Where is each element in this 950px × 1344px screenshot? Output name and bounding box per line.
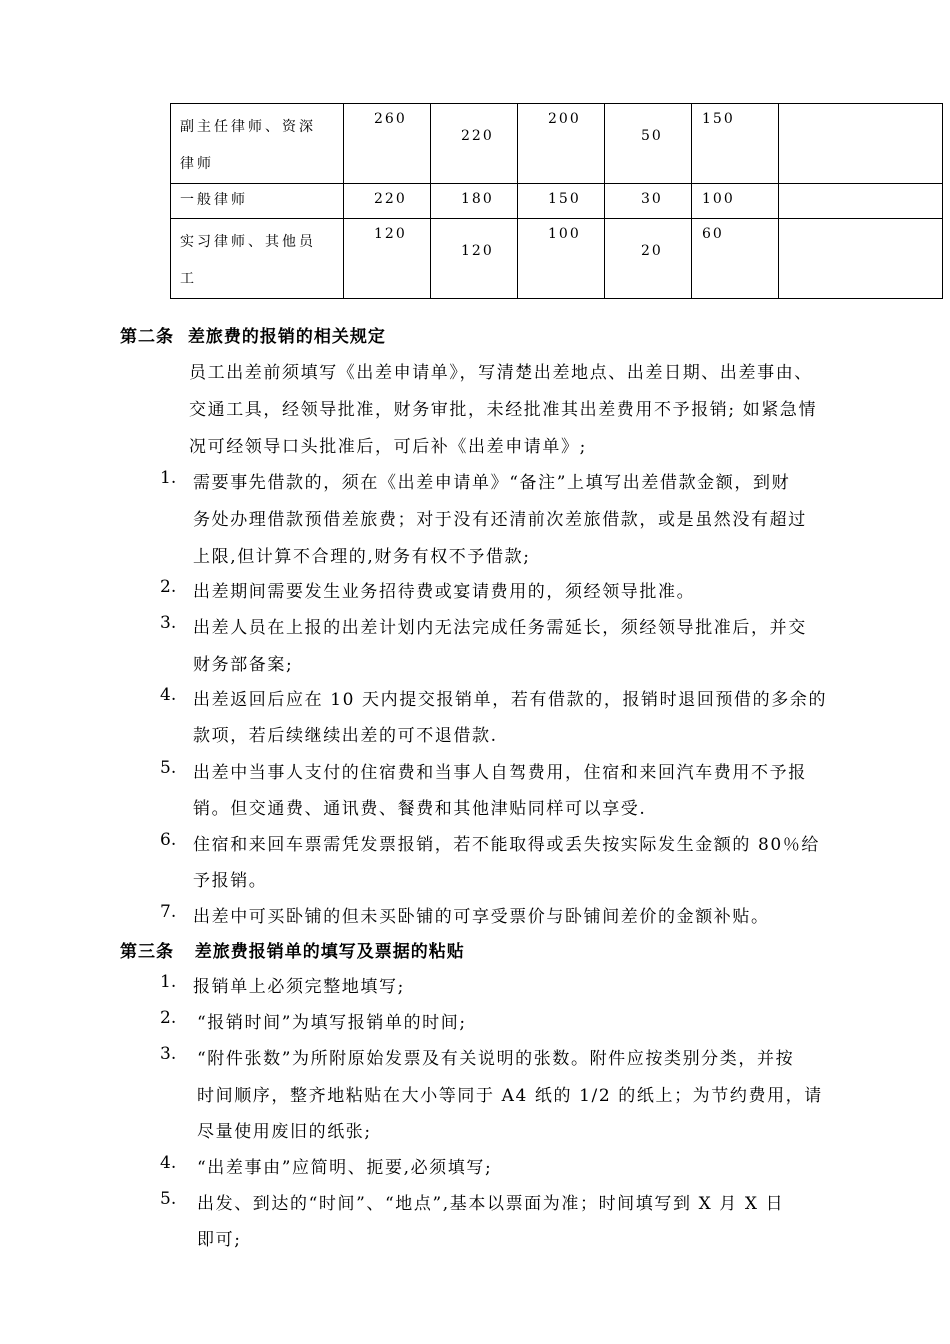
table-row (171, 104, 943, 184)
table-cell-name: 副主任律师、资深 律师 (171, 104, 344, 184)
item-number: 3. (160, 1044, 177, 1064)
table-cell-empty (779, 104, 943, 184)
item-line: 即可; (197, 1230, 242, 1250)
item-number: 6. (160, 830, 177, 850)
table-cell: 120 (344, 219, 431, 299)
table-cell: 200 (518, 104, 605, 184)
table-cell-empty (779, 219, 943, 299)
table-cell: 220 (431, 104, 518, 184)
table-cell: 20 (605, 219, 692, 299)
item-number: 3. (160, 613, 177, 633)
item-line: 上限,但计算不合理的,财务有权不予借款; (193, 547, 531, 567)
item-number: 4. (160, 685, 177, 705)
item-line: 出差返回后应在 10 天内提交报销单，若有借款的，报销时退回预借的多余的 (193, 690, 828, 710)
item-line: 尽量使用废旧的纸张; (197, 1122, 372, 1142)
item-line: 出发、到达的“时间”、“地点”,基本以票面为准；时间填写到 X 月 X 日 (197, 1194, 785, 1214)
paragraph-line: 员工出差前须填写《出差申请单》，写清楚出差地点、出差日期、出差事由、 (189, 363, 813, 383)
item-line: 销。但交通费、通讯费、餐费和其他津贴同样可以享受. (193, 799, 647, 819)
item-line: 需要事先借款的，须在《出差申请单》“备注”上填写出差借款金额，到财 (193, 473, 791, 493)
table-row (171, 219, 943, 299)
table-cell: 220 (344, 184, 431, 219)
table-cell: 100 (518, 219, 605, 299)
item-line: “出差事由”应简明、扼要,必须填写; (197, 1158, 493, 1178)
rates-table (170, 103, 943, 299)
section-heading: 第二条 差旅费的报销的相关规定 (120, 327, 386, 347)
item-line: 款项，若后续继续出差的可不退借款. (193, 726, 498, 746)
paragraph-line: 交通工具，经领导批准，财务审批，未经批准其出差费用不予报销; 如紧急情 (189, 400, 818, 420)
item-line: 出差中当事人支付的住宿费和当事人自驾费用，住宿和来回汽车费用不予报 (193, 763, 807, 783)
item-number: 2. (160, 1008, 177, 1028)
item-number: 4. (160, 1153, 177, 1173)
table-row (171, 184, 943, 219)
item-line: 财务部备案; (193, 655, 294, 675)
item-number: 1. (160, 468, 177, 488)
table-cell: 260 (344, 104, 431, 184)
item-line: “报销时间”为填写报销单的时间; (197, 1013, 467, 1033)
table-cell-name: 实习律师、其他员 工 (171, 219, 344, 299)
item-number: 5. (160, 758, 177, 778)
item-line: 出差期间需要发生业务招待费或宴请费用的，须经领导批准。 (193, 582, 696, 602)
item-number: 1. (160, 972, 177, 992)
item-line: “附件张数”为所附原始发票及有关说明的张数。附件应按类别分类，并按 (197, 1049, 795, 1069)
item-line: 出差中可买卧铺的但未买卧铺的可享受票价与卧铺间差价的金额补贴。 (193, 907, 770, 927)
item-line: 住宿和来回车票需凭发票报销，若不能取得或丢失按实际发生金额的 80％给 (193, 835, 821, 855)
table-cell: 150 (692, 104, 779, 184)
table-cell: 100 (692, 184, 779, 219)
item-line: 出差人员在上报的出差计划内无法完成任务需延长，须经领导批准后，并交 (193, 618, 807, 638)
paragraph-line: 况可经领导口头批准后，可后补《出差申请单》; (189, 437, 587, 457)
table-cell: 50 (605, 104, 692, 184)
item-number: 7. (160, 902, 177, 922)
item-line: 务处办理借款预借差旅费；对于没有还清前次差旅借款，或是虽然没有超过 (193, 510, 807, 530)
item-line: 报销单上必须完整地填写; (193, 977, 405, 997)
table-cell-empty (779, 184, 943, 219)
table-cell: 30 (605, 184, 692, 219)
table-cell: 180 (431, 184, 518, 219)
table-cell: 120 (431, 219, 518, 299)
table-cell: 60 (692, 219, 779, 299)
item-number: 2. (160, 577, 177, 597)
table-cell-name: 一般律师 (171, 184, 344, 219)
item-number: 5. (160, 1189, 177, 1209)
section-heading: 第三条 差旅费报销单的填写及票据的粘贴 (120, 942, 465, 962)
item-line: 予报销。 (193, 871, 268, 891)
table-cell: 150 (518, 184, 605, 219)
item-line: 时间顺序，整齐地粘贴在大小等同于 A4 纸的 1/2 的纸上；为节约费用，请 (197, 1086, 823, 1106)
